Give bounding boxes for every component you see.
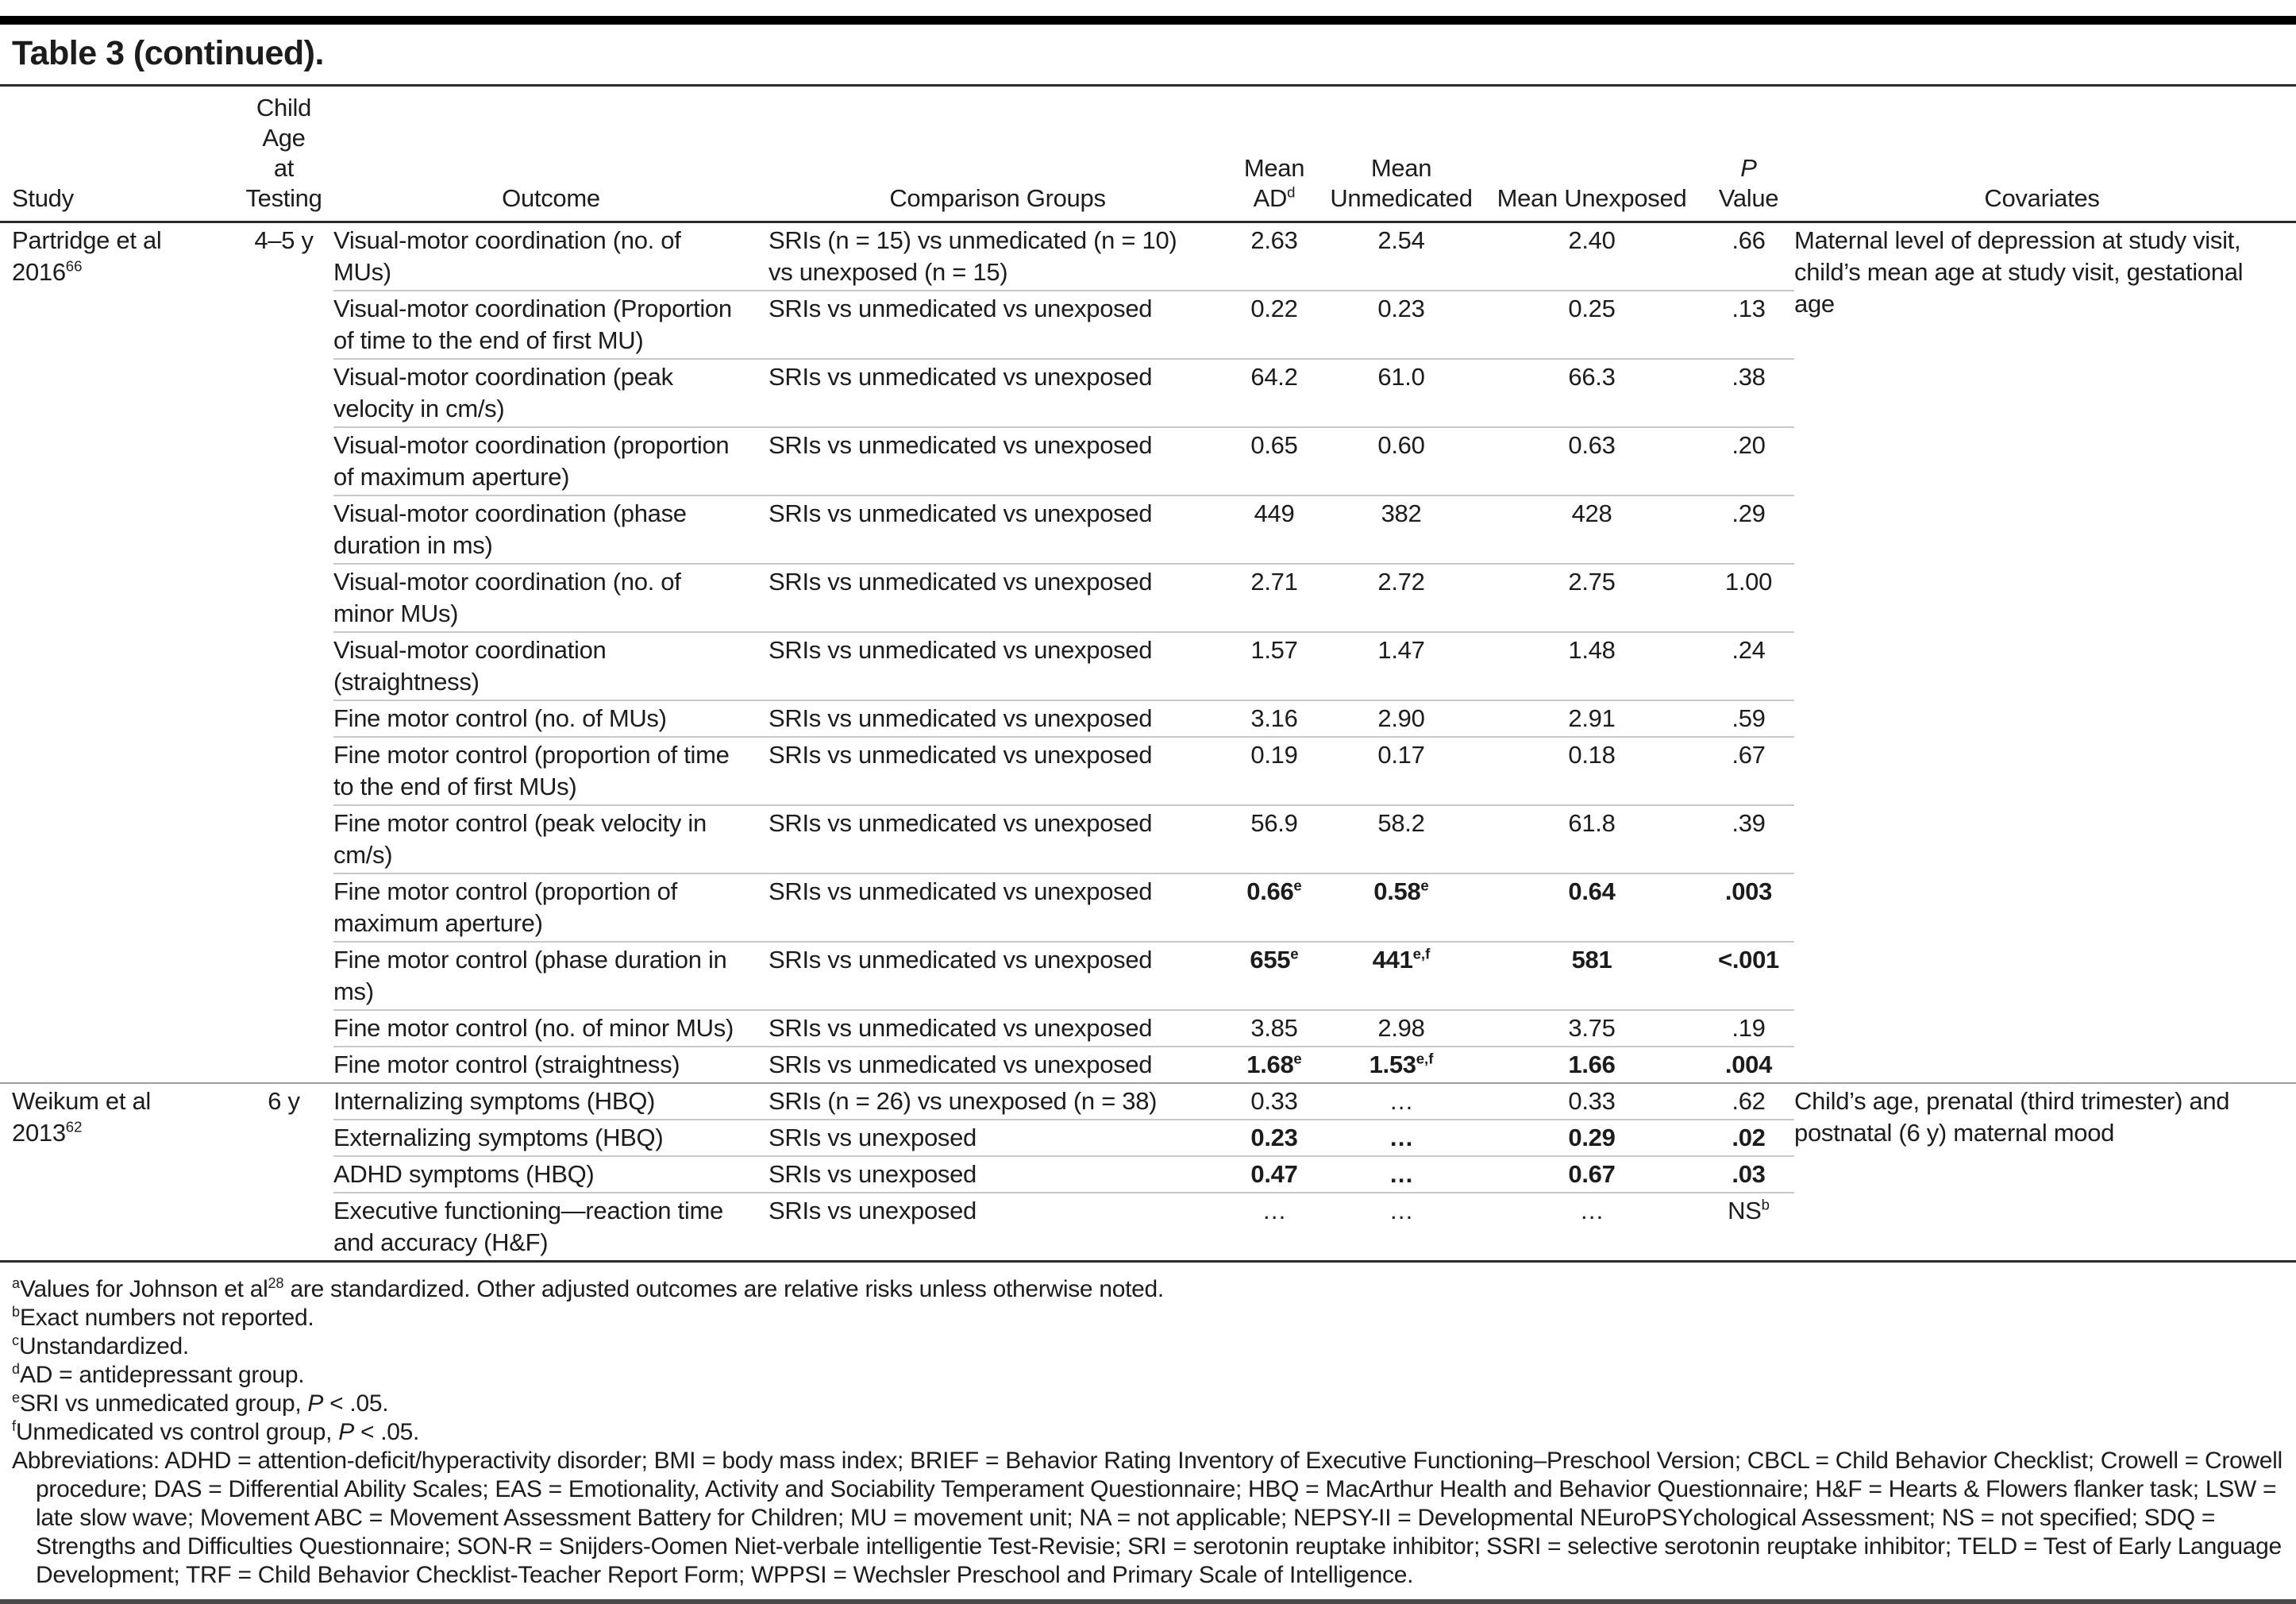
cell-mean-unmedicated: 0.60: [1322, 427, 1481, 495]
cell-mean-ad: 0.47: [1227, 1156, 1322, 1193]
table-body: [0, 222, 2296, 1262]
cell-p-value: .62: [1703, 1083, 1794, 1120]
cell-outcome: Externalizing symptoms (HBQ): [333, 1120, 769, 1156]
cell-mean-unexposed: 0.33: [1481, 1083, 1703, 1120]
cell-mean-unexposed: 2.91: [1481, 700, 1703, 737]
cell-mean-ad: 0.23: [1227, 1120, 1322, 1156]
cell-mean-unmedicated: 0.58e: [1322, 873, 1481, 942]
cell-comparison: SRIs vs unmedicated vs unexposed: [769, 359, 1227, 427]
cell-mean-unexposed: 0.29: [1481, 1120, 1703, 1156]
cell-outcome: Visual-motor coordination (straightness): [333, 632, 769, 700]
cell-comparison: SRIs (n = 15) vs unmedicated (n = 10) vs unexposed (n = 15): [769, 226, 1177, 286]
cell-mean-unexposed: 1.66: [1481, 1047, 1703, 1083]
top-rule: [0, 16, 2296, 25]
cell-comparison: SRIs vs unmedicated vs unexposed: [769, 632, 1227, 700]
cell-p-value: .29: [1703, 495, 1794, 564]
cell-mean-ad: 2.63: [1250, 226, 1298, 254]
cell-mean-unexposed: 0.25: [1481, 291, 1703, 359]
footnote-item: $^d$AD = antidepressant group.: [12, 1361, 305, 1388]
cell-p-value: $NS^b$: [1703, 1193, 1794, 1262]
column-header-study: Study: [0, 86, 234, 222]
cell-mean-ad: 655e: [1227, 942, 1322, 1010]
cell-comparison: SRIs vs unmedicated vs unexposed: [769, 291, 1227, 359]
cell-mean-ad: 449: [1227, 495, 1322, 564]
cell-comparison: SRIs vs unmedicated vs unexposed: [769, 427, 1227, 495]
cell-p-value: .24: [1703, 632, 1794, 700]
cell-mean-ad: 1.57: [1227, 632, 1322, 700]
cell-mean-unmedicated: 2.54: [1377, 226, 1425, 254]
cell-mean-unexposed: …: [1481, 1193, 1703, 1262]
cell-mean-unexposed: 428: [1481, 495, 1703, 564]
column-header-outcome: Outcome: [333, 86, 769, 222]
cell-mean-ad: 0.65: [1227, 427, 1322, 495]
column-header-mean-ad: Mean $AD^d$: [1227, 86, 1322, 222]
cell-mean-unmedicated: 1.53$^{e,f}$: [1322, 1047, 1481, 1083]
cell-comparison: SRIs vs unmedicated vs unexposed: [769, 700, 1227, 737]
header-row: [0, 86, 2296, 222]
cell-mean-unmedicated: 1.47: [1322, 632, 1481, 700]
column-header-mean-unmedicated: Mean Unmedicated: [1322, 86, 1481, 222]
cell-child-age: 4–5 y: [254, 226, 314, 254]
column-header-mean-unexposed: Mean Unexposed: [1481, 86, 1703, 222]
cell-outcome: Visual-motor coordination (proportion of maximum aperture): [333, 427, 769, 495]
footnote-item: $^e$SRI vs unmedicated group, P < .05.: [12, 1390, 389, 1417]
footnote-item: $^a$Values for Johnson et $al^{28}$ are standardized. Other adjusted outcomes are relative risks unless otherwise noted.: [12, 1275, 1164, 1302]
cell-mean-unexposed: 2.75: [1481, 564, 1703, 632]
cell-p-value: .39: [1703, 805, 1794, 873]
cell-outcome: Visual-motor coordination (no. of MUs): [333, 226, 681, 286]
cell-comparison: SRIs vs unmedicated vs unexposed: [769, 1010, 1227, 1047]
cell-outcome: Fine motor control (no. of MUs): [333, 700, 769, 737]
cell-mean-unmedicated: 441$^{e,f}$: [1322, 942, 1481, 1010]
bottom-rule: [0, 1599, 2296, 1604]
cell-mean-ad: …: [1227, 1193, 1322, 1262]
cell-mean-unexposed: 3.75: [1481, 1010, 1703, 1047]
cell-comparison: SRIs vs unmedicated vs unexposed: [769, 564, 1227, 632]
cell-mean-unmedicated: …: [1322, 1193, 1481, 1262]
cell-p-value: .59: [1703, 700, 1794, 737]
table-row: [0, 222, 2296, 291]
footnote-item: $^f$Unmedicated vs control group, P < .05.: [12, 1418, 420, 1445]
table-row: [0, 1083, 2296, 1120]
cell-mean-unexposed: 0.63: [1481, 427, 1703, 495]
cell-mean-unmedicated: …: [1322, 1083, 1481, 1120]
cell-outcome: Visual-motor coordination (Proportion of time to the end of first MU): [333, 291, 769, 359]
footnote-item: $^b$Exact numbers not reported.: [12, 1304, 314, 1331]
cell-outcome: Fine motor control (phase duration in ms): [333, 942, 769, 1010]
cell-mean-ad: 56.9: [1227, 805, 1322, 873]
cell-outcome: Internalizing symptoms (HBQ): [333, 1083, 769, 1120]
cell-p-value: <.001: [1703, 942, 1794, 1010]
results-table: [0, 84, 2296, 1263]
cell-mean-ad: 0.22: [1227, 291, 1322, 359]
cell-mean-unmedicated: 58.2: [1322, 805, 1481, 873]
cell-child-age: 6 y: [234, 1083, 333, 1262]
cell-p-value: .67: [1703, 737, 1794, 805]
cell-mean-unmedicated: 2.72: [1322, 564, 1481, 632]
cell-p-value: .004: [1703, 1047, 1794, 1083]
cell-p-value: .02: [1703, 1120, 1794, 1156]
cell-p-value: .13: [1703, 291, 1794, 359]
abbreviations-note: Abbreviations: ADHD = attention-deficit/hyperactivity disorder; BMI = body mass index; BRIEF = Behavior Rating Inventory of Executive Functioning–Preschool Version; CBCL = Child Behavior Checklist; Crowell = Crowell procedure; DAS = Differential Ability Scales; EAS = Emotionality, Activity and Sociability Temperament Questionnaire; HBQ = MacArthur Health and Behavior Questionnaire; H&F = Hearts & Flowers flanker task; LSW = late slow wave; Movement ABC = Movement Assessment Battery for Children; MU = movement unit; NA = not applicable; NEPSY-II = Developmental NEuroPSYchological Assessment; NS = not specified; SDQ = Strengths and Difficulties Questionnaire; SON-R = Snijders-Oomen Niet-verbale intelligentie Test-Revisie; SRI = serotonin reuptake inhibitor; SSRI = selective serotonin reuptake inhibitor; TELD = Test of Early Language Development; TRF = Child Behavior Checklist-Teacher Report Form; WPPSI = Wechsler Preschool and Primary Scale of Intelligence.: [12, 1448, 2283, 1588]
cell-mean-unexposed: 2.40: [1568, 226, 1616, 254]
cell-mean-ad: 64.2: [1227, 359, 1322, 427]
column-header-covariates: Covariates: [1794, 86, 2296, 222]
cell-p-value: .20: [1703, 427, 1794, 495]
cell-comparison: SRIs vs unmedicated vs unexposed: [769, 495, 1227, 564]
cell-mean-ad: 3.85: [1227, 1010, 1322, 1047]
cell-mean-unexposed: 61.8: [1481, 805, 1703, 873]
cell-mean-unmedicated: 0.17: [1322, 737, 1481, 805]
footnotes-list: [12, 1275, 2284, 1447]
cell-study: Weikum et al 2013$^{62}$: [0, 1083, 234, 1262]
cell-p-value: .38: [1703, 359, 1794, 427]
cell-mean-ad: 0.66e: [1227, 873, 1322, 942]
cell-mean-ad: 2.71: [1227, 564, 1322, 632]
cell-mean-unmedicated: 61.0: [1322, 359, 1481, 427]
cell-comparison: SRIs vs unmedicated vs unexposed: [769, 1047, 1227, 1083]
cell-mean-unexposed: 0.67: [1481, 1156, 1703, 1193]
column-header-child-age: Child Age at Testing: [234, 86, 333, 222]
cell-mean-unexposed: 581: [1481, 942, 1703, 1010]
column-header-p-value: P Value: [1703, 86, 1794, 222]
cell-mean-ad: 1.68e: [1227, 1047, 1322, 1083]
footnote-item: $^c$Unstandardized.: [12, 1332, 189, 1359]
cell-p-value: .66: [1732, 226, 1766, 254]
cell-mean-unexposed: 66.3: [1481, 359, 1703, 427]
cell-mean-unmedicated: 2.98: [1322, 1010, 1481, 1047]
cell-study: Partridge et al 2016$^{66}$: [12, 226, 162, 286]
paper-table-page: [0, 16, 2296, 1604]
cell-covariates: Child’s age, prenatal (third trimester) and postnatal (6 y) maternal mood: [1794, 1083, 2296, 1262]
cell-mean-unmedicated: 0.23: [1322, 291, 1481, 359]
cell-mean-ad: 3.16: [1227, 700, 1322, 737]
cell-comparison: SRIs vs unmedicated vs unexposed: [769, 805, 1227, 873]
cell-outcome: Visual-motor coordination (no. of minor MUs): [333, 564, 769, 632]
cell-mean-unexposed: 1.48: [1481, 632, 1703, 700]
cell-mean-unmedicated: 2.90: [1322, 700, 1481, 737]
column-header-comparison: Comparison Groups: [769, 86, 1227, 222]
cell-comparison: SRIs vs unexposed: [769, 1156, 1227, 1193]
cell-outcome: Executive functioning—reaction time and accuracy (H&F): [333, 1193, 769, 1262]
cell-outcome: Visual-motor coordination (phase duration in ms): [333, 495, 769, 564]
table-notes: [0, 1263, 2296, 1590]
cell-p-value: .003: [1703, 873, 1794, 942]
cell-mean-unexposed: 0.18: [1481, 737, 1703, 805]
cell-covariates: Maternal level of depression at study visit, child’s mean age at study visit, gestational age: [1794, 226, 2244, 318]
cell-mean-unmedicated: …: [1322, 1120, 1481, 1156]
cell-comparison: SRIs vs unmedicated vs unexposed: [769, 737, 1227, 805]
cell-outcome: ADHD symptoms (HBQ): [333, 1156, 769, 1193]
cell-p-value: .19: [1703, 1010, 1794, 1047]
cell-comparison: SRIs vs unexposed: [769, 1193, 1227, 1262]
cell-comparison: SRIs vs unmedicated vs unexposed: [769, 873, 1227, 942]
cell-p-value: .03: [1703, 1156, 1794, 1193]
cell-mean-ad: 0.19: [1227, 737, 1322, 805]
cell-mean-unexposed: 0.64: [1481, 873, 1703, 942]
table-header: [0, 86, 2296, 222]
cell-outcome: Fine motor control (no. of minor MUs): [333, 1010, 769, 1047]
cell-comparison: SRIs (n = 26) vs unexposed (n = 38): [769, 1083, 1227, 1120]
cell-comparison: SRIs vs unmedicated vs unexposed: [769, 942, 1227, 1010]
page-title: Table 3 (continued).: [12, 34, 324, 72]
cell-comparison: SRIs vs unexposed: [769, 1120, 1227, 1156]
cell-mean-unmedicated: …: [1322, 1156, 1481, 1193]
cell-outcome: Fine motor control (peak velocity in cm/s): [333, 805, 769, 873]
cell-p-value: 1.00: [1703, 564, 1794, 632]
cell-outcome: Visual-motor coordination (peak velocity in cm/s): [333, 359, 769, 427]
cell-outcome: Fine motor control (proportion of time to the end of first MUs): [333, 737, 769, 805]
cell-outcome: Fine motor control (straightness): [333, 1047, 769, 1083]
cell-mean-ad: 0.33: [1227, 1083, 1322, 1120]
cell-mean-unmedicated: 382: [1322, 495, 1481, 564]
cell-outcome: Fine motor control (proportion of maximum aperture): [333, 873, 769, 942]
